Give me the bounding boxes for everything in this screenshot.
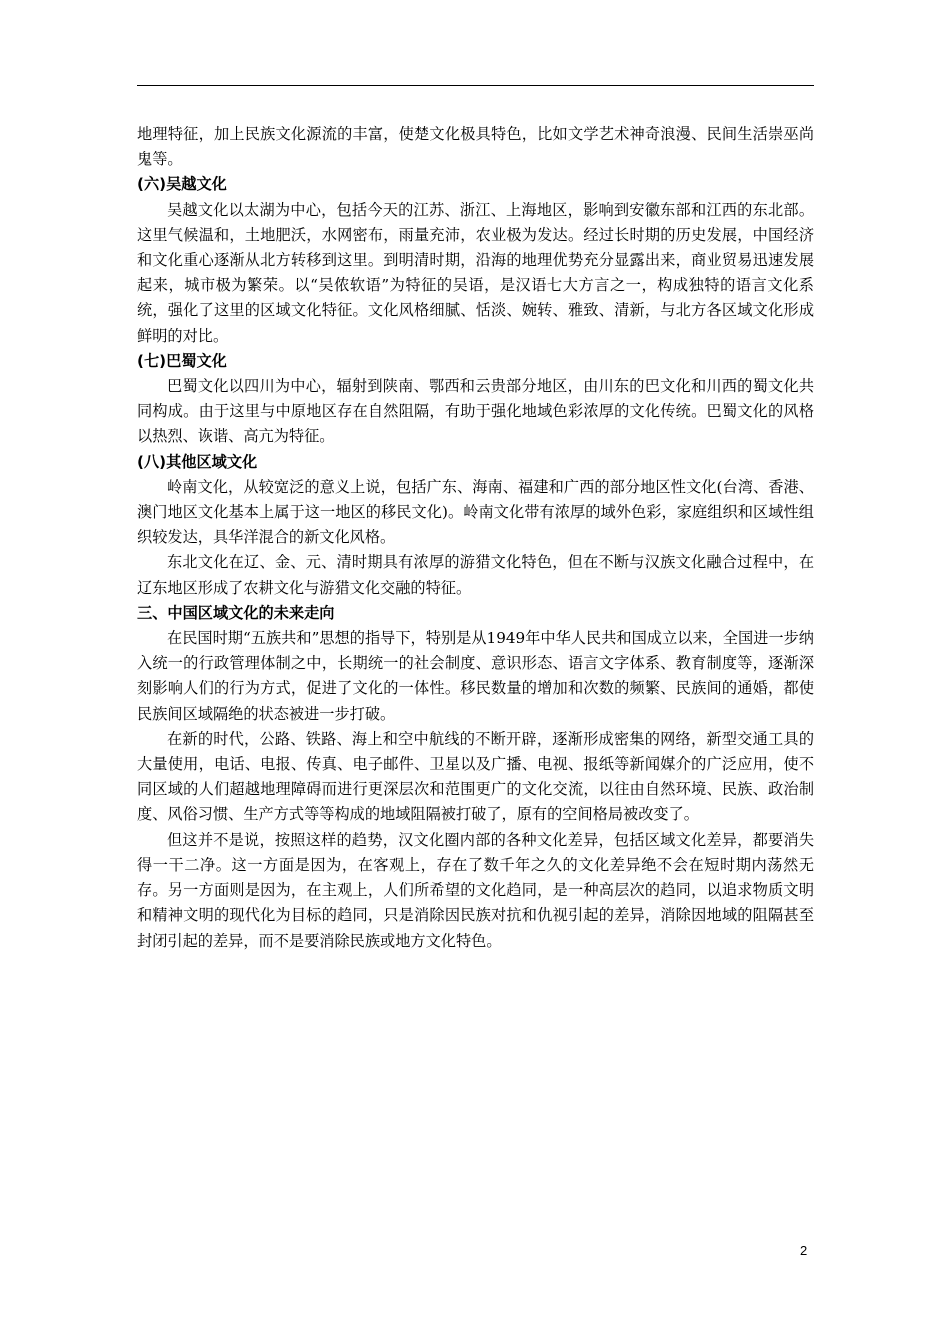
paragraph: 吴越文化以太湖为中心，包括今天的江苏、浙江、上海地区，影响到安徽东部和江西的东北部。这里气候温和，土地肥沃，水网密布，雨量充沛，农业极为发达。经过长时期的历史发展，中国经济和文化重心逐渐从北方转移到这里。到明清时期，沿海的地理优势充分显露出来，商业贸易迅速发展起来，城市极为繁荣。以“吴侬软语”为特征的吴语，是汉语七大方言之一，构成独特的语言文化系统，强化了这里的区域文化特征。文化风格细腻、恬淡、婉转、雅致、清新，与北方各区域文化形成鲜明的对比。 [137, 200, 814, 345]
section-heading-bashu: (七)巴蜀文化 [137, 351, 227, 370]
paragraph: 东北文化在辽、金、元、清时期具有浓厚的游猎文化特色，但在不断与汉族文化融合过程中，在辽东地区形成了农耕文化与游猎文化交融的特征。 [137, 553, 814, 597]
paragraph: 但这并不是说，按照这样的趋势，汉文化圈内部的各种文化差异，包括区域文化差异，都要消失得一干二净。这一方面是因为，在客观上，存在了数千年之久的文化差异绝不会在短时期内荡然无存。另一方面则是因为，在主观上，人们所希望的文化趋同，是一种高层次的趋同，以追求物质文明和精神文明的现代化为目标的趋同，只是消除因民族对抗和仇视引起的差异，消除因地域的阻隔甚至封闭引起的差异，而不是要消除民族或地方文化特色。 [137, 830, 814, 950]
header-rule [137, 85, 814, 86]
paragraph: 在新的时代，公路、铁路、海上和空中航线的不断开辟，逐渐形成密集的网络，新型交通工具的大量使用，电话、电报、传真、电子邮件、卫星以及广播、电视、报纸等新闻媒介的广泛应用，使不同区域的人们超越地理障碍而进行更深层次和范围更广的文化交流，以往由自然环境、民族、政治制度、风俗习惯、生产方式等等构成的地域阻隔被打破了，原有的空间格局被改变了。 [137, 729, 814, 824]
section-heading-future: 三、中国区域文化的未来走向 [137, 603, 335, 622]
paragraph: 地理特征，加上民族文化源流的丰富，使楚文化极具特色，比如文学艺术神奇浪漫、民间生活崇巫尚鬼等。 [137, 125, 814, 169]
page-number: 2 [800, 1243, 808, 1258]
section-heading-wuyue: (六)吴越文化 [137, 175, 227, 194]
document-body [137, 122, 814, 954]
paragraph: 巴蜀文化以四川为中心，辐射到陕南、鄂西和云贵部分地区，由川东的巴文化和川西的蜀文化共同构成。由于这里与中原地区存在自然阻隔，有助于强化地域色彩浓厚的文化传统。巴蜀文化的风格以热烈、诙谐、高亢为特征。 [137, 377, 814, 446]
paragraph: 岭南文化，从较宽泛的意义上说，包括广东、海南、福建和广西的部分地区性文化(台湾、香港、澳门地区文化基本上属于这一地区的移民文化)。岭南文化带有浓厚的域外色彩，家庭组织和区域性组织较发达，具华洋混合的新文化风格。 [137, 477, 814, 547]
paragraph: 在民国时期“五族共和”思想的指导下，特别是从1949年中华人民共和国成立以来，全国进一步纳入统一的行政管理体制之中，长期统一的社会制度、意识形态、语言文字体系、教育制度等，逐渐深刻影响人们的行为方式，促进了文化的一体性。移民数量的增加和次数的频繁、民族间的通婚，都使民族间区域隔绝的状态被进一步打破。 [137, 629, 814, 723]
section-heading-other: (八)其他区域文化 [137, 452, 258, 471]
